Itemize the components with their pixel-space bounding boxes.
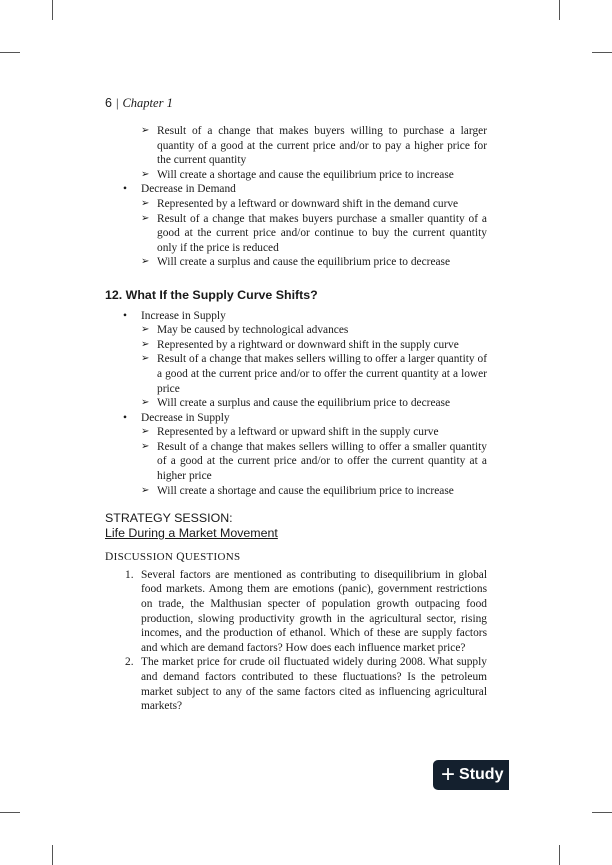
- list-item: ➢ Represented by a rightward or downward shift in the supply curve: [105, 338, 487, 353]
- section-heading: 12. What If the Supply Curve Shifts?: [105, 287, 318, 302]
- crop-mark: [0, 812, 20, 813]
- list-item: ➢ Will create a shortage and cause the equilibrium price to increase: [105, 484, 487, 499]
- header-separator: |: [115, 96, 119, 110]
- strategy-session-label: STRATEGY SESSION:: [105, 511, 233, 526]
- list-item: ➢ Represented by a leftward or downward shift in the demand curve: [105, 197, 487, 212]
- list-item: ➢ Will create a surplus and cause the equilibrium price to decrease: [105, 255, 487, 270]
- page-body: [105, 124, 487, 714]
- list-item: ➢ Result of a change that makes sellers willing to offer a smaller quantity of a good at the current price and/or to offer the current quantity at a higher price: [105, 440, 487, 484]
- list-item: ➢ Represented by a leftward or upward shift in the supply curve: [105, 425, 487, 440]
- chapter-title: Chapter 1: [122, 96, 173, 110]
- list-item: ➢ May be caused by technological advances: [105, 323, 487, 338]
- crop-mark: [0, 52, 20, 53]
- crop-mark: [559, 0, 560, 20]
- discussion-heading: DISCUSSION QUESTIONS: [105, 551, 241, 564]
- question-number: 1.: [125, 568, 134, 581]
- question-text: Several factors are mentioned as contributing to disequilibrium in global food markets. Among them are emotions (panic), government restrictions on trade, the Malthusian specter of population growth outpacing food production, slowing productivity growth in the agricultural sector, rising incomes, and the production of ethanol. Which of these are supply factors and which are demand factors? How does each influence market price?: [141, 568, 487, 654]
- crop-mark: [592, 52, 612, 53]
- page-number: 6: [105, 96, 112, 110]
- question-item: [105, 568, 487, 656]
- plus-icon: +: [441, 761, 456, 788]
- list-item: ➢ Result of a change that makes buyers purchase a smaller quantity of a good at the current price and/or continue to buy the current quantity only if the price is reduced: [105, 212, 487, 256]
- list-item: ➢ Will create a surplus and cause the equilibrium price to decrease: [105, 396, 487, 411]
- bullet-item: • Decrease in Demand: [105, 182, 487, 197]
- study-badge[interactable]: [433, 760, 509, 790]
- question-item: [105, 655, 487, 713]
- running-header: [105, 96, 173, 111]
- question-number: 2.: [125, 656, 134, 669]
- bullet-item: • Decrease in Supply: [105, 411, 487, 426]
- bullet-item: • Increase in Supply: [105, 309, 487, 324]
- crop-mark: [559, 845, 560, 865]
- list-item: ➢ Result of a change that makes sellers willing to offer a larger quantity of a good at the current price and/or to offer the current quantity at a lower price: [105, 352, 487, 396]
- crop-mark: [52, 845, 53, 865]
- study-badge-label: Study: [459, 766, 504, 783]
- list-item: ➢ Result of a change that makes buyers willing to purchase a larger quantity of a good at the current price and/or to pay a higher price for the current quantity: [105, 124, 487, 168]
- strategy-session-title: Life During a Market Movement: [105, 526, 278, 541]
- list-item: ➢ Will create a shortage and cause the equilibrium price to increase: [105, 168, 487, 183]
- crop-mark: [52, 0, 53, 20]
- question-text: The market price for crude oil fluctuated widely during 2008. What supply and demand factors contributed to these fluctuations? Is the petroleum market subject to any of the same factors cited as influencing agricultural markets?: [141, 656, 487, 713]
- crop-mark: [592, 812, 612, 813]
